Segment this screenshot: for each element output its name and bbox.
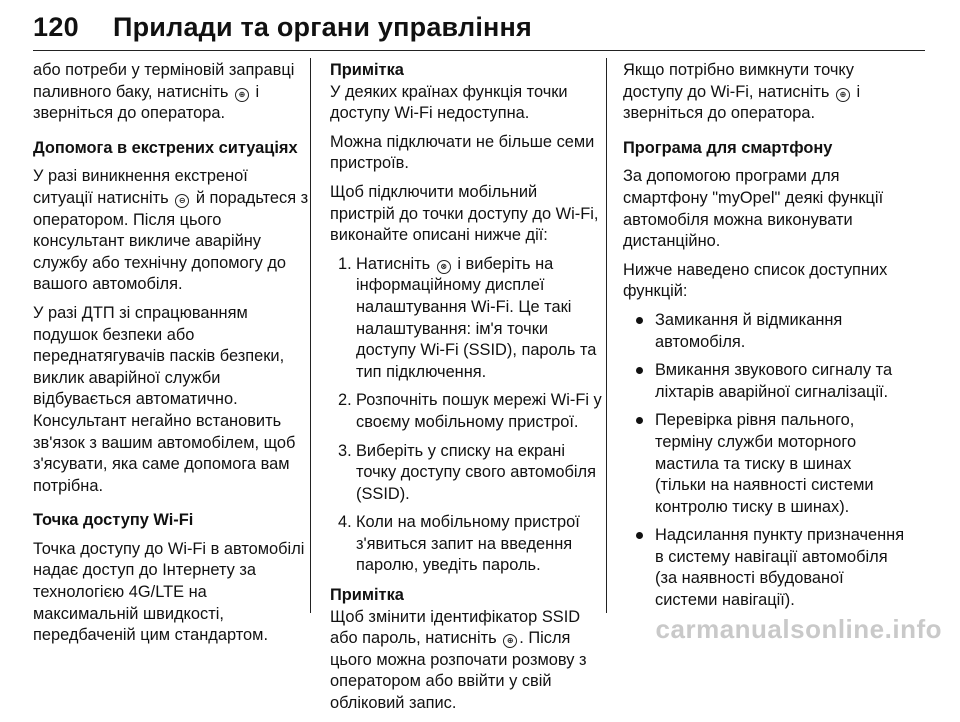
bullet-icon (636, 417, 643, 424)
note-title-1: Примітка (330, 61, 404, 79)
heading-wifi-hotspot: Точка доступу Wi-Fi (33, 511, 194, 530)
column-2 (330, 60, 602, 722)
list-item: Надсилання пункту призначення в систему навігації автомобіля (за наявності вбудованої системи навігації). (623, 525, 905, 611)
bullet-icon (636, 367, 643, 374)
heading-emergency: Допомога в екстрених ситуаціях (33, 138, 298, 157)
list-item: 1. Натисніть ⊗ і виберіть на інформаційному дисплеї налаштування Wi-Fi. Це такі налаштування: ім'я точки доступу Wi-Fi (SSID), пароль та тип підключення. (338, 254, 597, 381)
paragraph-disable-wifi: Якщо потрібно вимкнути точку доступу до Wi-Fi, натисніть ⊕ і зверніться до оператора. (623, 61, 861, 123)
bullet-icon (636, 317, 643, 324)
list-item: Перевірка рівня пального, терміну служби моторного мастила та тиску в шинах (тільки на наявності системи контролю тиску в шинах). (623, 410, 905, 518)
note-title-2: Примітка (330, 586, 404, 605)
column-divider-2 (606, 58, 607, 613)
paragraph-devices: Можна підключати не більше семи пристроїв. (330, 132, 595, 173)
list-item: Замикання й відмикання автомобіля. (623, 310, 905, 353)
column-divider-1 (310, 58, 311, 613)
column-3 (623, 60, 905, 619)
steps-list (330, 254, 602, 577)
sos-icon: ⊖ (175, 194, 189, 208)
paragraph-functions: Нижче наведено список доступних функцій: (623, 260, 888, 301)
onstar-service-icon: ⊕ (235, 88, 249, 102)
paragraph-emergency: У разі виникнення екстреної ситуації натисніть ⊖ й порадьтеся з оператором. Після цього консультант викличе аварійну службу або технічну допомогу до вашого автомобіля. (33, 167, 309, 294)
note-text-1: У деяких країнах функція точки доступу Wi-Fi недоступна. (330, 82, 568, 123)
settings-icon: ⊗ (437, 260, 451, 274)
onstar-service-icon: ⊕ (503, 634, 517, 648)
paragraph-wifi: Точка доступу до Wi-Fi в автомобілі надає доступ до Інтернету за технологією 4G/LTE на максимальній швидкості, передбаченій цим стандартом. (33, 539, 305, 645)
list-item: Вмикання звукового сигналу та ліхтарів аварійної сигналізації. (623, 360, 905, 403)
watermark: carmanualsonline.info (655, 614, 942, 644)
onstar-service-icon: ⊕ (836, 88, 850, 102)
page-header (33, 0, 925, 51)
page-title: Прилади та органи управління (113, 12, 532, 42)
list-item: 2. Розпочніть пошук мережі Wi-Fi у своєму мобільному пристрої. (338, 391, 602, 431)
page-number: 120 (33, 12, 79, 42)
paragraph-refuel: або потреби у терміновій заправці паливного баку, натисніть ⊕ і зверніться до оператора. (33, 61, 295, 123)
heading-smartphone-app: Програма для смартфону (623, 138, 833, 157)
column-1 (33, 60, 309, 654)
paragraph-connect: Щоб підключити мобільний пристрій до точки доступу до Wi-Fi, виконайте описані нижче дії: (330, 182, 599, 245)
list-item: 4. Коли на мобільному пристрої з'явиться запит на введення паролю, уведіть пароль. (338, 513, 580, 575)
functions-list (623, 310, 905, 612)
paragraph-app: За допомогою програми для смартфону "myOpel" деякі функції автомобіля можна виконувати дистанційно. (623, 167, 884, 251)
list-item: 3. Виберіть у списку на екрані точку доступу свого автомобіля (SSID). (338, 441, 596, 503)
note-text-2: Щоб змінити ідентифікатор SSID або пароль, натисніть ⊕ . Після цього можна розпочати розмову з оператором або ввійти у свій обліковий запис. (330, 607, 587, 713)
bullet-icon (636, 532, 643, 539)
paragraph-crash: У разі ДТП зі спрацюванням подушок безпеки або переднатягувачів пасків безпеки, виклик аварійної служби відбувається автоматично. Консультант негайно встановить зв'язок з вашим автомобілем, щоб з'ясувати, яка саме допомога вам потрібна. (33, 303, 296, 495)
